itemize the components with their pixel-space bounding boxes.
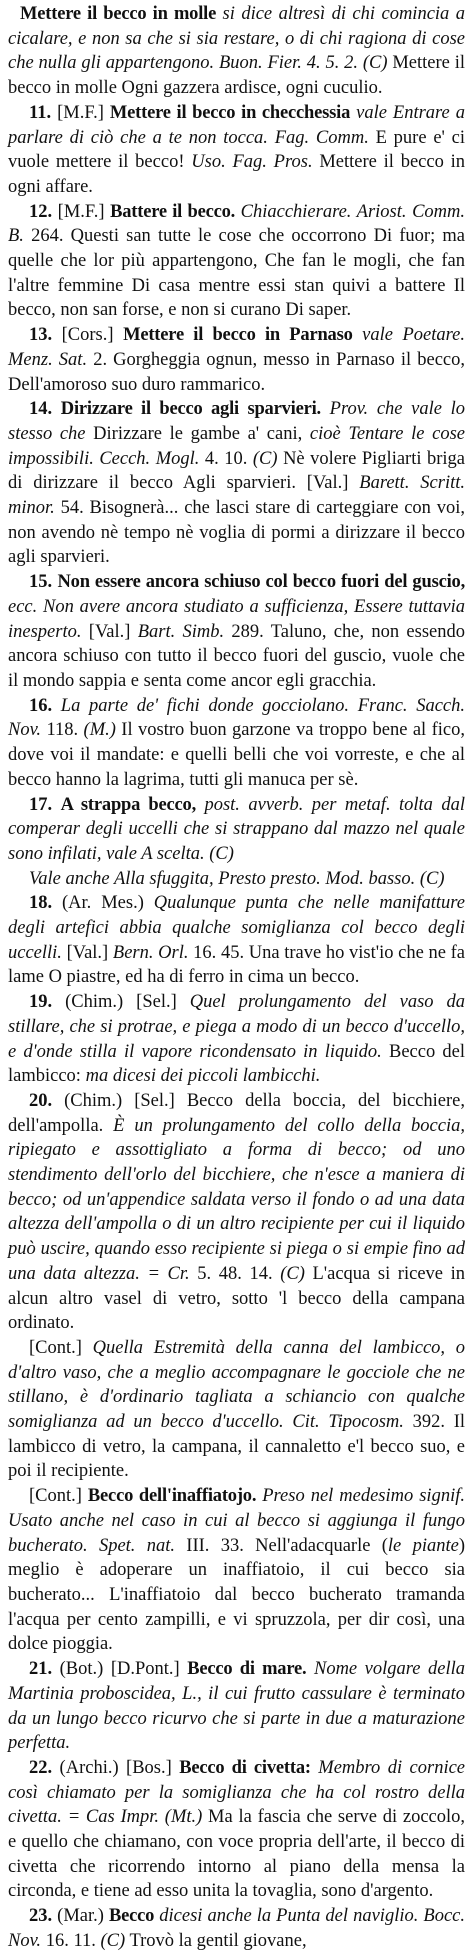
entry-text	[52, 795, 60, 815]
dictionary-entry	[8, 1904, 465, 1953]
entry-definition: Vale anche Alla sfuggita, Presto presto. Mod. basso. (C)	[29, 868, 445, 889]
dictionary-entry	[8, 793, 465, 867]
dictionary-entry	[8, 1336, 465, 1484]
entry-text: [Cors.]	[52, 325, 124, 346]
entry-definition: dicesi anche la Punta del naviglio. Bocc. Nov.	[8, 1906, 466, 1951]
entry-definition: (C)	[252, 448, 278, 469]
entry-text: Il vostro buon garzone va troppo bene al fico, dove voi il mandate: e quelli belli che voi vorreste, e che al becco hanno la lagrima, tutti gli manuca per sè.	[8, 720, 465, 790]
entry-lemma: Becco dell'inaffiatojo.	[87, 1486, 257, 1507]
entry-definition: Uso. Fag. Pros.	[191, 152, 313, 173]
entry-text: Mettere il becco in molle Ogni gazzera ardisce, ogni cuculio.	[8, 53, 465, 99]
entry-text: Mettere il becco in ogni affare.	[8, 152, 466, 197]
dictionary-entry	[8, 1484, 465, 1657]
entry-text: (Chim.) [Sel.]	[52, 992, 190, 1013]
entry-definition: Bern. Orl.	[112, 942, 189, 963]
entry-text: 289. Taluno, che, non essendo ancora schiuso con tutto il becco fuori del guscio, vuole che il mondo sappia e senta come ancor egli gracchia.	[8, 621, 465, 691]
entry-number: 21.	[29, 1659, 53, 1680]
entry-lemma: Battere il becco.	[110, 201, 236, 222]
entry-definition: Qualunque punta che nelle manifatture degli artefici abbia qualche somiglianza col becco degli uccelli.	[8, 893, 465, 963]
entry-number: 14.	[29, 399, 53, 420]
entry-definition: (C)	[280, 1263, 305, 1284]
entry-lemma: Becco	[109, 1906, 155, 1927]
entry-text: [Val.]	[81, 621, 138, 642]
entry-definition: ecc. Non avere ancora studiato a sufficienza, Essere tuttavia inesperto.	[8, 596, 465, 642]
entry-definition: Quel prolungamento del vaso da stillare, che si protrae, e piega a modo di un becco d'uccello, e d'onde stilla il vapore ricondensato in liquido.	[8, 992, 465, 1062]
entry-number: 13.	[29, 325, 53, 346]
entry-text: 4. 10.	[199, 448, 253, 469]
dictionary-entry	[8, 1089, 465, 1336]
entry-text: 392. Il lambicco di vetro, la campana, il cannaletto e'l becco suo, e poi il recipiente.	[8, 1412, 465, 1482]
entry-number: 23.	[29, 1906, 53, 1927]
entry-number: 20.	[29, 1090, 53, 1111]
entry-text: (Archi.) [Bos.]	[52, 1757, 180, 1778]
entry-definition: Bart. Simb.	[137, 621, 225, 642]
entry-number: 19.	[29, 992, 53, 1013]
entry-text	[52, 399, 61, 419]
entry-number: 16.	[29, 695, 53, 716]
entry-number: 15.	[29, 572, 53, 593]
entry-definition: cioè Tentare le cose impossibili. Cecch. Mogl.	[8, 423, 466, 469]
entry-text: 16. 45. Una trave ho vist'io che ne fa lame O piastre, ed ha di ferro in cima un becco.	[8, 942, 465, 988]
dictionary-entry	[8, 1657, 465, 1756]
entry-lemma: Becco di mare.	[187, 1659, 307, 1680]
entry-lemma: Mettere il becco in molle	[20, 4, 217, 24]
dictionary-entry	[8, 2, 465, 101]
entry-definition: vale Entrare a parlare di ciò che a te non tocca. Fag. Comm.	[8, 102, 465, 148]
entry-definition: Preso nel medesimo signif. Usato anche nel caso in cui al becco si aggiunga il fungo bucherato. Spet. nat.	[8, 1486, 465, 1556]
dictionary-entry	[8, 990, 465, 1089]
entry-definition: vale Poetare. Menz. Sat.	[8, 325, 465, 370]
entry-number: 11.	[29, 102, 52, 123]
entry-definition: È un prolungamento del collo della boccia, ripiegato e assottigliato a forma di becco; od uno stendimento dell'orlo del bicchiere, che n'esce a maniera di becco; od un'appendice saldata verso il fondo o ad una data altezza dell'ampolla o di un altro recipiente per cui il liquido può uscire, quando esso recipiente si piega o si empie fino ad una data altezza. = Cr.	[8, 1115, 465, 1284]
entry-lemma: Becco di civetta:	[179, 1757, 311, 1778]
entry-definition: Nome volgare della Martinia proboscidea, L., il cui frutto cassulare è terminato da un lungo becco ricurvo che si parte in due a maturazione perfetta.	[8, 1659, 465, 1754]
dictionary-entry	[8, 101, 465, 200]
entry-text: (Mar.)	[52, 1906, 109, 1927]
entry-number: 12.	[29, 201, 53, 222]
entry-definition: si dice altresì di chi comincia a cicalare, e non sa che si sia restare, o di chi ragiona di cose che nulla gli appartengono. Buon. Fier. 4. 5. 2. (C)	[8, 4, 465, 74]
entry-definition: post. avverb. per metaf. tolta dal comperar degli uccelli che si strappano dal mazzo nel quale sono infilati, vale A scelta. (C)	[8, 794, 466, 864]
entry-text: 2. Gorgheggia ognun, messo in Parnaso il becco, Dell'amoroso suo duro rammarico.	[8, 349, 465, 395]
entry-text: 16. 11.	[41, 1930, 101, 1951]
entry-lemma: A strappa becco,	[60, 794, 197, 815]
entry-text: 264. Questi san tutte le cose che occorrono Di fuor; ma quelle che lor più appartengono, Che fan le mogli, che fan l'altre femmine Di casa mentre essi stan quivi a battere Il becco, non san forse, e non si curano Di saper.	[8, 226, 465, 321]
dictionary-entry	[8, 397, 465, 570]
entry-text: Trovò la gentil giovane,	[125, 1930, 307, 1951]
entry-text: (Chim.) [Sel.] Becco della boccia, del bicchiere, dell'ampolla.	[8, 1090, 465, 1136]
entry-lemma: Mettere il becco in checchessia	[109, 102, 351, 123]
entry-definition: La parte de' fichi donde gocciolano. Franc. Sacch. Nov.	[8, 695, 465, 741]
entry-text: Nè volere Pigliarti briga di dirizzare il becco Agli sparvieri. [Val.]	[8, 448, 465, 494]
entry-text: 5. 48. 14.	[189, 1263, 281, 1284]
dictionary-entry	[8, 570, 465, 694]
dictionary-entry	[8, 323, 465, 397]
entry-text: 54. Bisognerà... che lasci stare di carteggiare con voi, non avendo nè tempo nè voglia di pormi a dirizzare il becco agli sparvieri.	[8, 498, 465, 568]
entry-text: [Cont.]	[29, 1486, 88, 1507]
entry-definition: Chiacchierare. Ariost. Comm. B.	[8, 201, 466, 247]
entry-text: ) meglio è adoperare un inaffiatoio, il cui becco sia bucherato... L'inaffiatoio dal becco bucherato tramanda l'acqua per cento zampilli, e vi spruzzola, per dir così, una dolce pioggia.	[8, 1535, 465, 1655]
entry-text: Becco del lambicco:	[8, 1041, 466, 1087]
entry-definition: ma dicesi dei piccoli lambicchi.	[85, 1066, 321, 1087]
entry-definition: Barett. Scritt. minor.	[8, 473, 465, 519]
entry-text: [M.F.]	[52, 201, 111, 222]
entry-text: III. 33. Nell'adacquarle (	[175, 1535, 388, 1556]
entry-number: 17.	[29, 794, 53, 815]
entry-text: (Ar. Mes.)	[52, 893, 154, 914]
entry-text: [Val.]	[61, 942, 113, 963]
entry-lemma: Non essere ancora schiuso col becco fuori del guscio,	[57, 572, 465, 593]
entry-text: 118.	[41, 720, 84, 741]
entry-text: [Cont.]	[29, 1337, 93, 1358]
dictionary-entry	[8, 867, 465, 892]
entry-definition: Membro di cornice così chiamato per la somiglianza che ha col rostro della civetta. = Cas Impr. (Mt.)	[8, 1757, 466, 1828]
entry-number: 18.	[29, 893, 53, 914]
entry-definition: (C)	[100, 1930, 126, 1951]
entry-text: Ma la fascia che serve di zoccolo, e quello che chiamano, con voce propria dell'arte, il becco di civetta che ricorrendo intorno al piano della mensa la circonda, e tiene ad esso unita la tovaglia, sono d'argento.	[8, 1807, 466, 1902]
entry-definition: le piante	[387, 1535, 459, 1556]
dictionary-entry	[8, 891, 465, 990]
dictionary-entry	[8, 200, 465, 324]
entry-lemma: Dirizzare il becco agli sparvieri.	[60, 399, 321, 420]
entry-text: Dirizzare le gambe a' cani,	[85, 423, 310, 444]
entry-text: E pure e' ci vuole mettere il becco!	[8, 127, 465, 173]
entry-text: L'acqua si riceve in alcun altro vasel di vetro, sotto 'l becco della campana ordinato.	[8, 1263, 465, 1334]
dictionary-entry	[8, 1756, 465, 1904]
entry-definition: Quella Estremità della canna del lambicco, o d'altro vaso, che a meglio accompagnare le gocciole che ne stillano, è d'ordinario tagliata a schiancio con qualche somiglianza ad un becco d'uccello. Cit. Tipocosm.	[8, 1337, 465, 1433]
entry-lemma: Mettere il becco in Parnaso	[123, 325, 353, 346]
entry-text: (Bot.) [D.Pont.]	[52, 1659, 188, 1680]
entry-text: [M.F.]	[51, 102, 110, 123]
entry-definition: Prov. che vale lo stesso che	[8, 399, 466, 444]
entry-number: 22.	[29, 1757, 53, 1778]
dictionary-entry	[8, 694, 465, 793]
entry-definition: (M.)	[83, 720, 116, 741]
